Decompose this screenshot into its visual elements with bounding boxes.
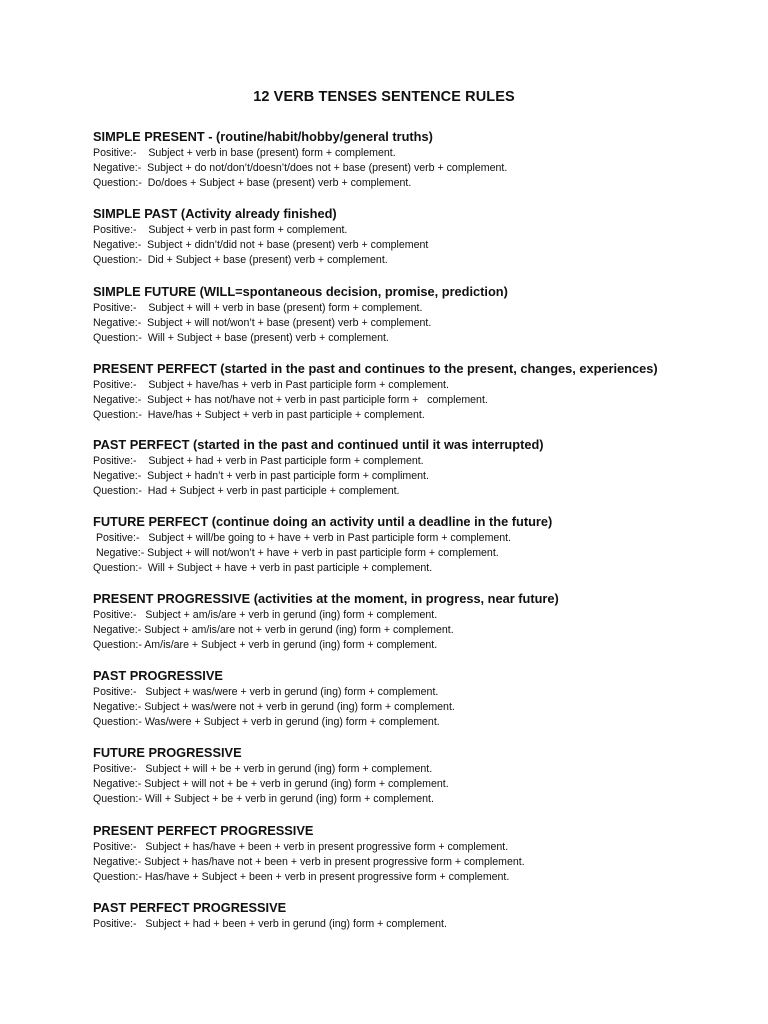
positive-rule: Positive:- Subject + had + been + verb in gerund (ing) form + complement. [93, 918, 447, 930]
positive-rule: Positive:- Subject + will + be + verb in gerund (ing) form + complement. [93, 763, 433, 775]
negative-rule: Negative:- Subject + do not/don’t/doesn’t/does not + base (present) verb + complement. [93, 162, 508, 174]
section-heading: SIMPLE FUTURE (WILL=spontaneous decision, promise, prediction) [93, 284, 508, 299]
positive-rule: Positive:- Subject + will + verb in base (present) form + complement. [93, 302, 423, 314]
section-simple-present [93, 129, 733, 191]
page-title: 12 VERB TENSES SENTENCE RULES [253, 89, 515, 105]
positive-rule: Positive:- Subject + verb in past form + complement. [93, 224, 348, 236]
section-present-progressive [93, 591, 733, 653]
question-rule: Question:- Will + Subject + base (present) verb + complement. [93, 332, 389, 344]
section-present-perfect-progressive [93, 823, 733, 885]
section-heading: PAST PERFECT (started in the past and continued until it was interrupted) [93, 437, 544, 452]
positive-rule: Positive:- Subject + had + verb in Past participle form + complement. [93, 455, 424, 467]
negative-rule: Negative:- Subject + has not/have not + verb in past participle form + complement. [93, 394, 488, 406]
negative-rule: Negative:- Subject + was/were not + verb in gerund (ing) form + complement. [93, 701, 455, 713]
negative-rule: Negative:- Subject + will not/won’t + base (present) verb + complement. [93, 317, 432, 329]
section-heading: SIMPLE PAST (Activity already finished) [93, 206, 337, 221]
positive-rule: Positive:- Subject + am/is/are + verb in gerund (ing) form + complement. [93, 609, 438, 621]
section-heading: PRESENT PROGRESSIVE (activities at the moment, in progress, near future) [93, 591, 559, 606]
positive-rule: Positive:- Subject + will/be going to + have + verb in Past participle form + complement. [93, 532, 512, 544]
negative-rule: Negative:- Subject + didn’t/did not + base (present) verb + complement [93, 239, 429, 251]
section-heading: PRESENT PERFECT (started in the past and continues to the present, changes, experiences) [93, 361, 658, 376]
negative-rule: Negative:- Subject + has/have not + been + verb in present progressive form + complement. [93, 856, 525, 868]
section-future-perfect [93, 514, 733, 576]
negative-rule: Negative:- Subject + hadn’t + verb in past participle form + compliment. [93, 470, 429, 482]
negative-rule: Negative:- Subject + am/is/are not + verb in gerund (ing) form + complement. [93, 624, 454, 636]
section-simple-future [93, 284, 733, 346]
positive-rule: Positive:- Subject + verb in base (present) form + complement. [93, 147, 396, 159]
section-past-progressive [93, 668, 733, 730]
positive-rule: Positive:- Subject + has/have + been + verb in present progressive form + complement. [93, 841, 509, 853]
section-heading: PRESENT PERFECT PROGRESSIVE [93, 823, 314, 838]
positive-rule: Positive:- Subject + have/has + verb in Past participle form + complement. [93, 379, 449, 391]
section-heading: PAST PERFECT PROGRESSIVE [93, 900, 287, 915]
negative-rule: Negative:- Subject + will not + be + verb in gerund (ing) form + complement. [93, 778, 449, 790]
question-rule: Question:- Do/does + Subject + base (present) verb + complement. [93, 177, 412, 189]
section-present-perfect [93, 361, 733, 423]
section-heading: FUTURE PROGRESSIVE [93, 745, 242, 760]
section-heading: PAST PROGRESSIVE [93, 668, 223, 683]
section-heading: FUTURE PERFECT (continue doing an activity until a deadline in the future) [93, 514, 553, 529]
question-rule: Question:- Will + Subject + have + verb in past participle + complement. [93, 562, 433, 574]
question-rule: Question:- Am/is/are + Subject + verb in gerund (ing) form + complement. [93, 639, 438, 651]
question-rule: Question:- Was/were + Subject + verb in gerund (ing) form + complement. [93, 716, 440, 728]
question-rule: Question:- Did + Subject + base (present) verb + complement. [93, 254, 388, 266]
question-rule: Question:- Had + Subject + verb in past participle + complement. [93, 485, 400, 497]
section-past-perfect-progressive [93, 900, 733, 932]
section-heading: SIMPLE PRESENT - (routine/habit/hobby/general truths) [93, 129, 433, 144]
question-rule: Question:- Has/have + Subject + been + verb in present progressive form + complement. [93, 871, 510, 883]
section-future-progressive [93, 745, 733, 807]
section-simple-past [93, 206, 733, 268]
positive-rule: Positive:- Subject + was/were + verb in gerund (ing) form + complement. [93, 686, 439, 698]
question-rule: Question:- Have/has + Subject + verb in past participle + complement. [93, 409, 425, 421]
question-rule: Question:- Will + Subject + be + verb in gerund (ing) form + complement. [93, 793, 434, 805]
negative-rule: Negative:- Subject + will not/won’t + have + verb in past participle form + complement. [93, 547, 499, 559]
section-past-perfect [93, 437, 733, 499]
